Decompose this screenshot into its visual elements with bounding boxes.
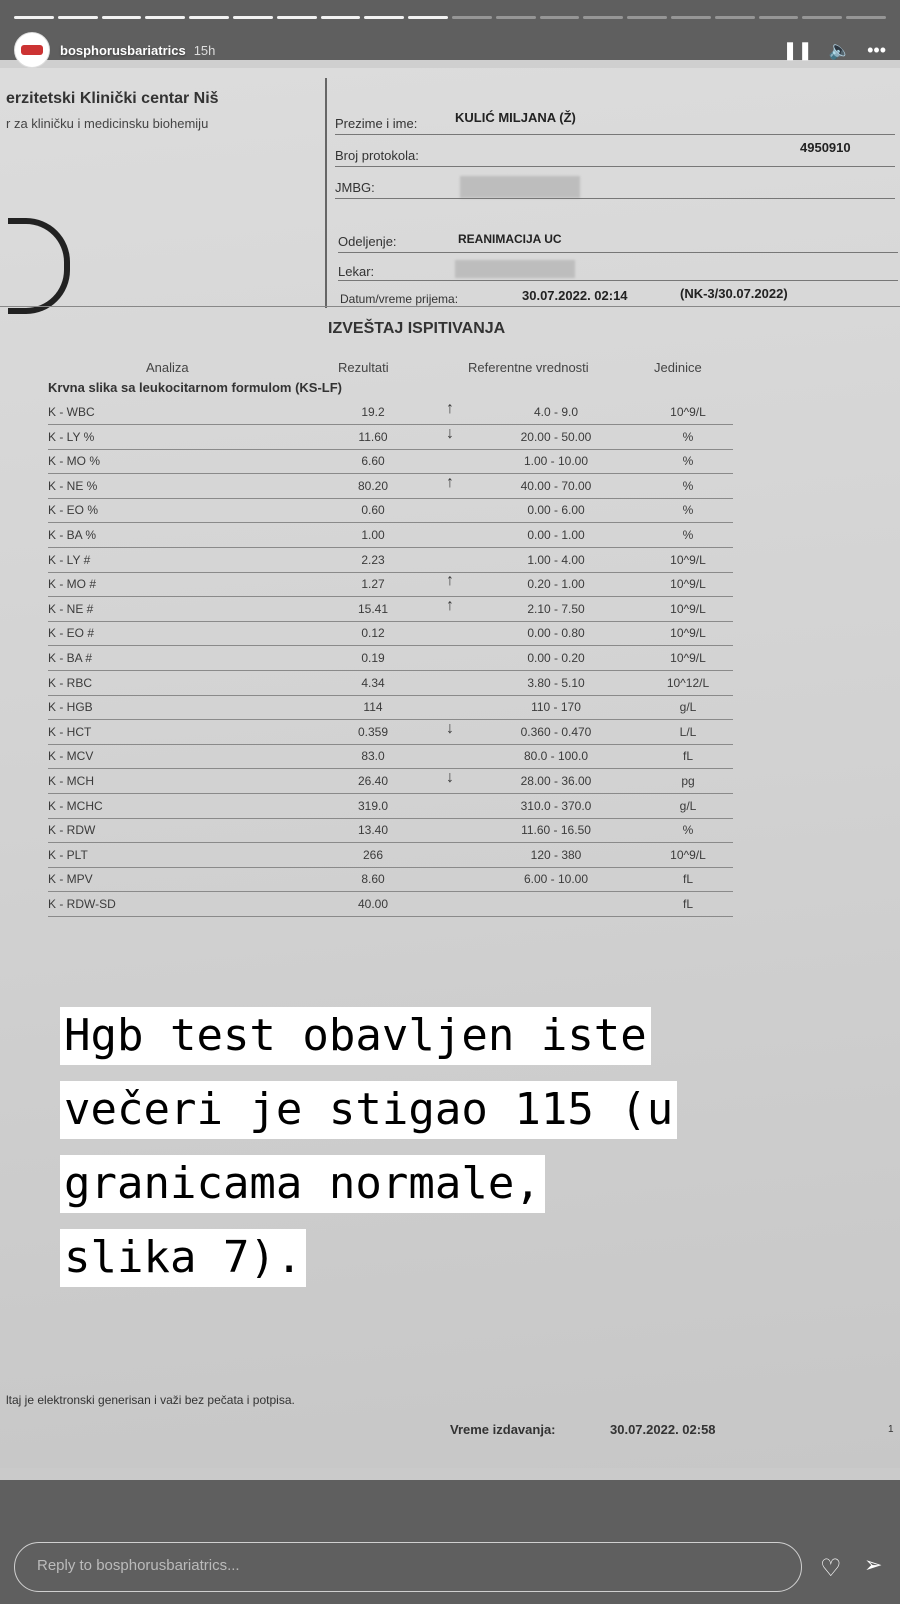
analysis-name: K - MCHC bbox=[48, 798, 103, 813]
table-row bbox=[48, 400, 733, 425]
mute-icon[interactable]: 🔈 bbox=[828, 39, 852, 60]
analysis-name: K - LY # bbox=[48, 552, 91, 567]
table-row bbox=[48, 867, 733, 892]
progress-segment bbox=[802, 16, 842, 19]
unit: pg bbox=[681, 774, 695, 788]
caption-line: granicama normale, bbox=[60, 1155, 545, 1213]
unit: 10^9/L bbox=[670, 405, 706, 419]
analysis-name: K - EO # bbox=[48, 626, 95, 641]
flag-arrow-icon: ↑ bbox=[446, 572, 454, 590]
unit: g/L bbox=[679, 798, 697, 813]
table-row bbox=[48, 843, 733, 868]
clinic-name: erzitetski Klinički centar Niš bbox=[6, 90, 219, 107]
reference-range: 0.00 - 6.00 bbox=[527, 503, 585, 518]
reference-range: 0.00 - 1.00 bbox=[527, 528, 585, 542]
progress-segment bbox=[189, 16, 229, 19]
section-title: Krvna slika sa leukocitarnom formulom (KS-LF) bbox=[48, 380, 343, 395]
flag-arrow-icon: ↓ bbox=[446, 719, 454, 737]
department-label: Odeljenje: bbox=[338, 234, 397, 249]
reference-range: 80.0 - 100.0 bbox=[523, 749, 589, 764]
table-row bbox=[48, 646, 733, 671]
analysis-name: K - NE # bbox=[48, 601, 94, 616]
reference-range: 6.00 - 10.00 bbox=[523, 872, 589, 887]
progress-segment bbox=[671, 16, 711, 19]
result-value: 15.41 bbox=[357, 601, 389, 616]
progress-segment bbox=[715, 16, 755, 19]
result-value: 0.60 bbox=[361, 503, 385, 518]
analysis-name: K - MO % bbox=[48, 454, 101, 469]
unit: % bbox=[682, 478, 694, 493]
result-value: 13.40 bbox=[357, 823, 389, 838]
analysis-name: K - RBC bbox=[48, 675, 93, 690]
divider bbox=[338, 252, 898, 253]
story-caption bbox=[60, 1007, 677, 1303]
name-label: Prezime i ime: bbox=[335, 116, 418, 131]
table-row bbox=[48, 548, 733, 573]
analysis-name: K - LY % bbox=[48, 429, 95, 444]
story-header bbox=[14, 32, 886, 68]
result-value: 0.19 bbox=[361, 651, 385, 665]
reference-range: 40.00 - 70.00 bbox=[520, 478, 592, 493]
result-value: 8.60 bbox=[361, 872, 385, 887]
result-value: 1.27 bbox=[361, 577, 385, 592]
reference-range: 20.00 - 50.00 bbox=[520, 429, 592, 444]
like-heart-icon[interactable]: ♡ bbox=[820, 1555, 842, 1582]
protocol-value: 4950910 bbox=[800, 140, 851, 155]
redacted-jmbg bbox=[460, 176, 580, 198]
flag-arrow-icon: ↓ bbox=[446, 424, 454, 442]
divider bbox=[335, 134, 895, 135]
result-value: 26.40 bbox=[357, 774, 389, 788]
table-row bbox=[48, 695, 733, 720]
reference-range: 310.0 - 370.0 bbox=[520, 798, 592, 813]
analysis-name: K - MO # bbox=[48, 577, 97, 592]
analysis-name: K - MCV bbox=[48, 749, 94, 764]
result-value: 80.20 bbox=[357, 478, 389, 493]
progress-segment bbox=[408, 16, 448, 19]
progress-segment bbox=[364, 16, 404, 19]
reference-range: 2.10 - 7.50 bbox=[527, 601, 585, 616]
table-row bbox=[48, 818, 733, 843]
unit: % bbox=[682, 454, 694, 469]
progress-segment bbox=[277, 16, 317, 19]
table-row bbox=[48, 794, 733, 819]
result-value: 19.2 bbox=[361, 405, 385, 419]
progress-segment bbox=[452, 16, 492, 19]
col-units: Jedinice bbox=[654, 360, 702, 375]
reference-range: 0.00 - 0.80 bbox=[527, 626, 585, 641]
result-value: 83.0 bbox=[361, 749, 385, 764]
table-row bbox=[48, 671, 733, 696]
table-row bbox=[48, 720, 733, 745]
admit-label: Datum/vreme prijema: bbox=[340, 292, 459, 306]
unit: % bbox=[682, 503, 694, 518]
result-value: 6.60 bbox=[361, 454, 385, 469]
result-value: 0.12 bbox=[361, 626, 385, 641]
redacted-doctor bbox=[455, 260, 575, 278]
analysis-name: K - PLT bbox=[48, 847, 88, 862]
send-icon[interactable]: ➢ bbox=[864, 1552, 883, 1577]
progress-segment bbox=[583, 16, 623, 19]
progress-segment bbox=[627, 16, 667, 19]
unit: 10^9/L bbox=[670, 577, 706, 592]
flag-arrow-icon: ↑ bbox=[446, 400, 454, 417]
result-value: 2.23 bbox=[361, 552, 385, 567]
pause-icon[interactable]: ❚❚ bbox=[782, 39, 813, 60]
story-progress bbox=[14, 16, 886, 19]
unit: % bbox=[682, 528, 694, 542]
post-time: 15h bbox=[193, 42, 216, 58]
col-result: Rezultati bbox=[338, 360, 389, 375]
footer-note: ltaj je elektronski generisan i važi bez pečata i potpisa. bbox=[6, 1393, 295, 1407]
table-row bbox=[48, 474, 733, 499]
clinic-logo-icon bbox=[8, 218, 70, 314]
divider bbox=[335, 166, 895, 167]
progress-segment bbox=[145, 16, 185, 19]
jmbg-label: JMBG: bbox=[335, 180, 375, 195]
flag-arrow-icon: ↓ bbox=[446, 769, 454, 786]
unit: 10^9/L bbox=[670, 651, 706, 665]
reference-range: 120 - 380 bbox=[530, 847, 582, 862]
analysis-name: K - NE % bbox=[48, 478, 98, 493]
analysis-name: K - BA % bbox=[48, 528, 97, 542]
avatar-logo-icon bbox=[21, 45, 43, 55]
name-value: KULIĆ MILJANA (Ž) bbox=[455, 110, 576, 125]
reference-range: 28.00 - 36.00 bbox=[520, 774, 592, 788]
unit: 10^9/L bbox=[670, 601, 706, 616]
progress-segment bbox=[321, 16, 361, 19]
table-row bbox=[48, 892, 733, 917]
progress-segment bbox=[846, 16, 886, 19]
analysis-name: K - MCH bbox=[48, 774, 94, 788]
reference-range: 0.00 - 0.20 bbox=[527, 651, 585, 665]
progress-segment bbox=[14, 16, 54, 19]
result-value: 1.00 bbox=[361, 528, 385, 542]
analysis-name: K - WBC bbox=[48, 405, 95, 419]
caption-line: večeri je stigao 115 (u bbox=[60, 1081, 677, 1139]
result-value: 266 bbox=[362, 847, 384, 862]
analysis-name: K - MPV bbox=[48, 872, 93, 887]
divider bbox=[0, 306, 900, 307]
protocol-label: Broj protokola: bbox=[335, 148, 419, 163]
reference-range: 3.80 - 5.10 bbox=[527, 675, 585, 690]
divider bbox=[338, 280, 898, 281]
divider bbox=[325, 78, 327, 308]
unit: 10^9/L bbox=[670, 847, 706, 862]
analysis-name: K - RDW bbox=[48, 823, 96, 838]
analysis-name: K - BA # bbox=[48, 651, 93, 665]
reply-placeholder: Reply to bosphorusbariatrics... bbox=[37, 1557, 240, 1574]
reference-range: 110 - 170 bbox=[531, 700, 581, 715]
page-number: 1 bbox=[888, 1424, 894, 1435]
unit: g/L bbox=[679, 700, 697, 715]
unit: 10^12/L bbox=[666, 675, 710, 690]
unit: L/L bbox=[679, 724, 697, 739]
table-row bbox=[48, 769, 733, 794]
table-row bbox=[48, 597, 733, 622]
avatar[interactable] bbox=[14, 32, 50, 68]
reference-range: 1.00 - 10.00 bbox=[523, 454, 589, 469]
unit: 10^9/L bbox=[670, 626, 706, 641]
issue-label: Vreme izdavanja: bbox=[450, 1422, 556, 1437]
result-value: 11.60 bbox=[358, 429, 388, 444]
result-value: 4.34 bbox=[361, 675, 385, 690]
unit: % bbox=[682, 823, 694, 838]
result-value: 0.359 bbox=[357, 724, 389, 739]
unit: % bbox=[682, 429, 694, 444]
unit: 10^9/L bbox=[670, 552, 706, 567]
department-value: REANIMACIJA UC bbox=[458, 232, 562, 246]
reference-range: 0.20 - 1.00 bbox=[527, 577, 585, 592]
reply-input[interactable] bbox=[14, 1542, 802, 1592]
col-analysis: Analiza bbox=[146, 360, 189, 375]
caption-line: slika 7). bbox=[60, 1229, 306, 1287]
unit: fL bbox=[682, 872, 693, 887]
result-value: 40.00 bbox=[357, 897, 389, 911]
analysis-name: K - HCT bbox=[48, 724, 92, 739]
progress-segment bbox=[102, 16, 142, 19]
progress-segment bbox=[759, 16, 799, 19]
reference-range: 1.00 - 4.00 bbox=[527, 552, 585, 567]
result-value: 319.0 bbox=[357, 798, 389, 813]
reference-range: 0.360 - 0.470 bbox=[520, 724, 592, 739]
admit-value: 30.07.2022. 02:14 bbox=[522, 288, 628, 303]
flag-arrow-icon: ↑ bbox=[446, 596, 454, 614]
table-row bbox=[48, 744, 733, 769]
story-controls bbox=[783, 40, 887, 61]
reference-range: 4.0 - 9.0 bbox=[533, 405, 579, 419]
caption-line: Hgb test obavljen iste bbox=[60, 1007, 651, 1065]
flag-arrow-icon: ↑ bbox=[446, 473, 454, 491]
progress-segment bbox=[540, 16, 580, 19]
progress-segment bbox=[496, 16, 536, 19]
table-row bbox=[48, 572, 733, 597]
divider bbox=[335, 198, 895, 199]
clinic-department: r za kliničku i medicinsku biohemiju bbox=[6, 116, 209, 131]
admit-extra: (NK-3/30.07.2022) bbox=[680, 286, 788, 301]
analysis-name: K - RDW-SD bbox=[48, 897, 116, 911]
result-value: 114 bbox=[363, 700, 383, 715]
unit: fL bbox=[682, 749, 693, 764]
username[interactable]: bosphorusbariatrics bbox=[60, 42, 186, 58]
table-row bbox=[48, 449, 733, 474]
col-reference: Referentne vrednosti bbox=[468, 360, 589, 375]
analysis-name: K - HGB bbox=[48, 700, 93, 715]
table-row bbox=[48, 498, 733, 523]
issue-value: 30.07.2022. 02:58 bbox=[610, 1422, 716, 1437]
table-row bbox=[48, 621, 733, 646]
table-row bbox=[48, 425, 733, 450]
progress-segment bbox=[233, 16, 273, 19]
unit: fL bbox=[682, 897, 693, 911]
reference-range: 11.60 - 16.50 bbox=[521, 823, 591, 838]
report-title: IZVEŠTAJ ISPITIVANJA bbox=[328, 320, 506, 337]
more-options-icon[interactable]: ••• bbox=[867, 39, 886, 60]
analysis-name: K - EO % bbox=[48, 503, 99, 518]
progress-segment bbox=[58, 16, 98, 19]
doctor-label: Lekar: bbox=[338, 264, 375, 279]
table-row bbox=[48, 523, 733, 548]
